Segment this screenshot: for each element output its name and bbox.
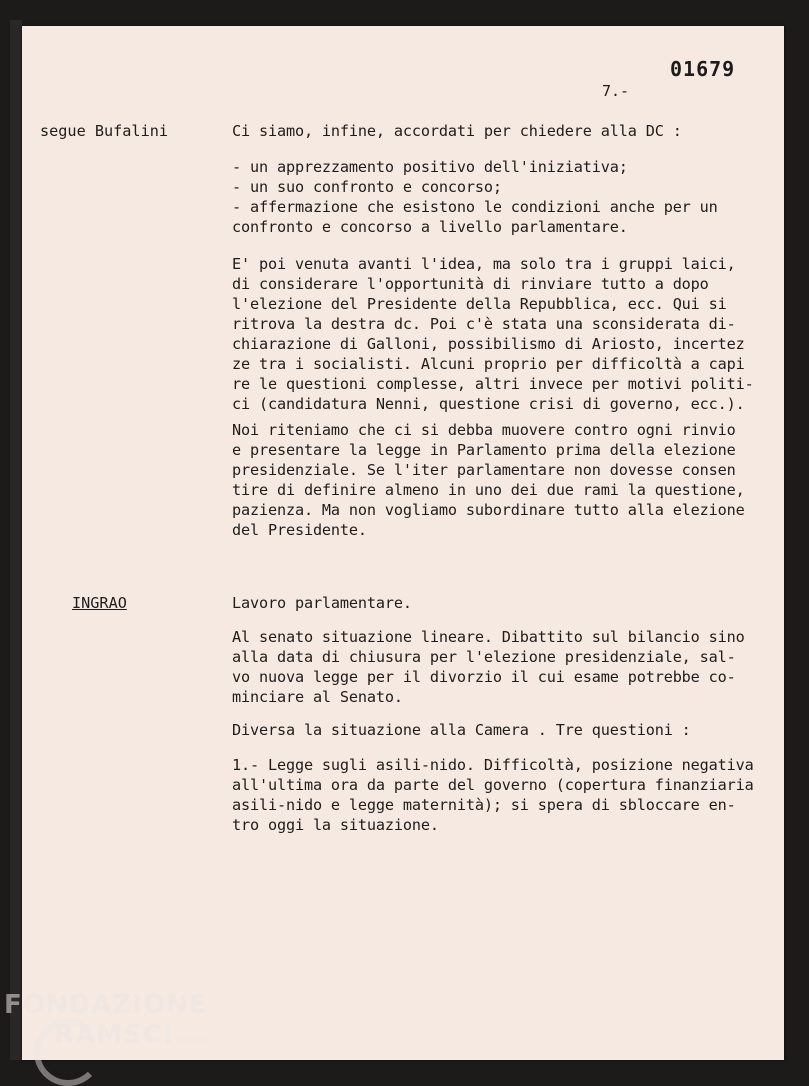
text-line: tro oggi la situazione. — [232, 816, 439, 834]
text-line: alla data di chiusura per l'elezione presidenziale, sal- — [232, 648, 736, 666]
text-line: ci (candidatura Nenni, questione crisi di governo, ecc.). — [232, 395, 745, 413]
text-line: - un suo confronto e concorso; — [232, 178, 502, 196]
text-line: vo nuova legge per il divorzio il cui esame potrebbe co- — [232, 668, 736, 686]
text-line: asili-nido e legge maternità); si spera di sbloccare en- — [232, 796, 736, 814]
document-number: 01679 — [670, 57, 736, 81]
text-line: l'elezione del Presidente della Repubblica, ecc. Qui si — [232, 295, 727, 313]
text-line: Noi riteniamo che ci si debba muovere contro ogni rinvio — [232, 421, 736, 439]
page-number: 7.- — [602, 82, 630, 100]
watermark-line-2-text: RAMSCI — [54, 1020, 174, 1050]
watermark-logo — [4, 990, 209, 1056]
text-line: Lavoro parlamentare. — [232, 594, 412, 612]
speaker-label-ingrao: INGRAO — [72, 594, 127, 612]
text-line: - affermazione che esistono le condizioni anche per un — [232, 198, 718, 216]
text-line: confronto e concorso a livello parlamentare. — [232, 218, 628, 236]
scan-edge — [10, 20, 22, 1060]
text-line: Al senato situazione lineare. Dibattito sul bilancio sino — [232, 628, 745, 646]
text-line: pazienza. Ma non vogliamo subordinare tutto alla elezione — [232, 501, 745, 519]
text-line: minciare al Senato. — [232, 688, 403, 706]
watermark-line-2 — [4, 1020, 209, 1056]
watermark-suffix: onlus — [177, 1035, 210, 1046]
text-line: e presentare la legge in Parlamento prima della elezione — [232, 441, 736, 459]
text-line: ritrova la destra dc. Poi c'è stata una sconsiderata di- — [232, 315, 736, 333]
text-line: ze tra i socialisti. Alcuni proprio per difficoltà a capi — [232, 355, 745, 373]
text-line: presidenziale. Se l'iter parlamentare non dovesse consen — [232, 461, 736, 479]
text-line: E' poi venuta avanti l'idea, ma solo tra i gruppi laici, — [232, 255, 736, 273]
text-line: chiarazione di Galloni, possibilismo di Ariosto, incertez — [232, 335, 745, 353]
text-line: di considerare l'opportunità di rinviare tutto a dopo — [232, 275, 709, 293]
text-line: 1.- Legge sugli asili-nido. Difficoltà, posizione negativa — [232, 756, 754, 774]
text-line: - un apprezzamento positivo dell'iniziativa; — [232, 158, 628, 176]
watermark-line-1: FONDAZIONE — [4, 990, 208, 1020]
text-line: Diversa la situazione alla Camera . Tre questioni : — [232, 721, 691, 739]
text-line: del Presidente. — [232, 521, 367, 539]
text-line: Ci siamo, infine, accordati per chiedere alla DC : — [232, 122, 682, 140]
text-line: tire di definire almeno in uno dei due rami la questione, — [232, 481, 745, 499]
text-line: all'ultima ora da parte del governo (copertura finanziaria — [232, 776, 754, 794]
speaker-label-bufalini: segue Bufalini — [40, 122, 169, 140]
text-line: re le questioni complesse, altri invece per motivi politi- — [232, 375, 754, 393]
